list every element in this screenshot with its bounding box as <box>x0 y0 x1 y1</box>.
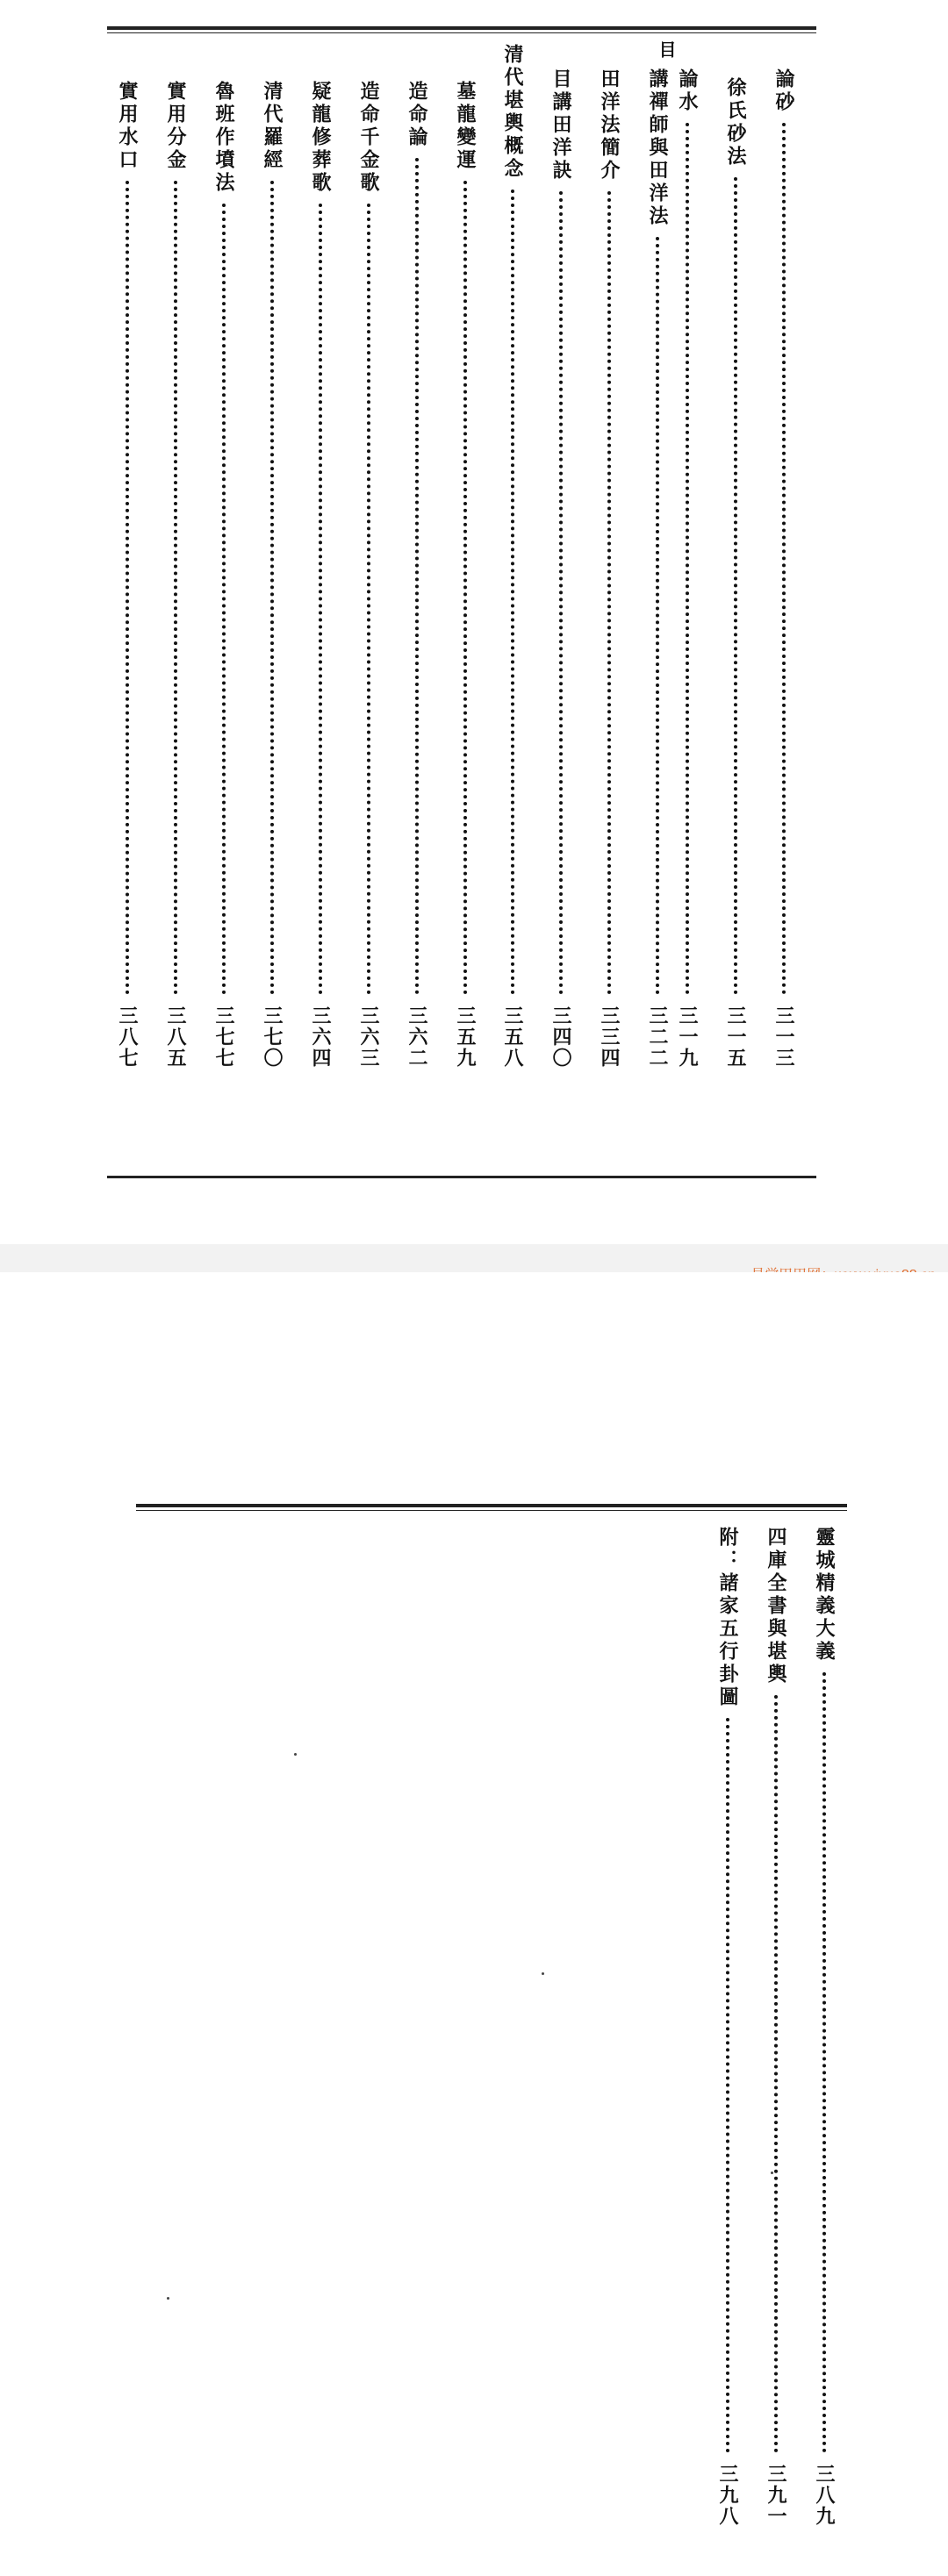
toc-entry[interactable] <box>255 81 290 1069</box>
toc-entry[interactable] <box>592 68 627 1069</box>
toc-entry[interactable] <box>303 81 338 1069</box>
scan-speck <box>167 2297 169 2300</box>
toc-entry-page: 三六二 <box>406 1005 428 1069</box>
dot-leader <box>822 1672 826 2453</box>
toc-entry[interactable] <box>766 68 801 1069</box>
toc-entry-page: 三六三 <box>357 1005 380 1069</box>
toc-entry-title: 實用分金 <box>164 81 187 172</box>
dot-leader <box>126 181 129 995</box>
top-rule-thin <box>136 1510 847 1511</box>
toc-entry-title: 魯班作墳法 <box>212 81 235 195</box>
toc-entry-page: 三七七 <box>212 1005 235 1069</box>
toc-entry-page: 三六四 <box>309 1005 332 1069</box>
toc-entry[interactable] <box>758 1527 794 2527</box>
toc-entry[interactable] <box>640 68 675 1069</box>
toc-entry-title: 實用水口 <box>116 81 139 172</box>
toc-entry[interactable] <box>718 77 753 1069</box>
toc-entry[interactable] <box>495 44 530 1069</box>
dot-leader <box>367 204 370 995</box>
toc-entry-title: 清代堪輿概念 <box>501 44 524 181</box>
dot-leader <box>774 1695 778 2453</box>
toc-entry-title: 徐氏砂法 <box>724 77 747 168</box>
toc-entry-page: 三九一 <box>765 2464 787 2527</box>
toc-entry-title: 目講田洋訣 <box>549 68 572 182</box>
toc-entry-page: 三七〇 <box>261 1005 284 1069</box>
toc-entry-title: 造命千金歌 <box>357 81 380 195</box>
toc-entry-title: 附：諸家五行卦圖 <box>716 1527 739 1709</box>
top-rule-thick <box>136 1504 847 1507</box>
toc-entry-page: 三五八 <box>501 1005 524 1069</box>
dot-leader <box>607 191 611 995</box>
toc-entry-prefix: 目 <box>656 40 677 58</box>
dot-leader <box>726 1718 729 2453</box>
toc-page-2 <box>0 1272 948 2576</box>
toc-entry[interactable] <box>448 81 483 1069</box>
toc-entry[interactable] <box>110 81 145 1069</box>
dot-leader <box>782 123 786 995</box>
dot-leader <box>174 181 177 995</box>
toc-entry-title: 田洋法簡介 <box>598 68 621 182</box>
dot-leader <box>270 181 274 995</box>
dot-leader <box>559 191 563 995</box>
toc-entry-page: 三九八 <box>716 2464 739 2527</box>
toc-entry-page: 三一三 <box>772 1005 795 1069</box>
toc-entry-page: 三八七 <box>116 1005 139 1069</box>
toc-entry-title: 墓龍變運 <box>454 81 477 172</box>
top-rule-thick <box>107 26 816 30</box>
toc-entry-page: 三二二 <box>646 1005 669 1069</box>
toc-page-1 <box>0 0 948 1244</box>
toc-entry-title: 論水 <box>676 68 699 114</box>
dot-leader <box>415 158 419 995</box>
toc-entry-page: 三一九 <box>676 1005 699 1069</box>
scan-speck <box>542 1972 544 1975</box>
toc-entry-title: 講禪師與田洋法 <box>646 68 669 228</box>
dot-leader <box>656 237 659 995</box>
dot-leader <box>222 204 226 995</box>
dot-leader <box>319 204 322 995</box>
toc-entry-title: 四庫全書與堪輿 <box>765 1527 787 1686</box>
toc-entry[interactable] <box>543 68 578 1069</box>
toc-entry[interactable] <box>670 68 705 1069</box>
toc-entry-title: 疑龍修葬歌 <box>309 81 332 195</box>
scan-speck <box>771 2172 773 2174</box>
toc-entry[interactable] <box>206 81 241 1069</box>
scan-speck <box>294 1753 297 1756</box>
toc-entry-page: 三五九 <box>454 1005 477 1069</box>
toc-entry-page: 三八五 <box>164 1005 187 1069</box>
toc-entry[interactable] <box>710 1527 745 2527</box>
toc-entry-title: 論砂 <box>772 68 795 114</box>
toc-entry[interactable] <box>807 1527 842 2527</box>
dot-leader <box>511 190 514 995</box>
toc-entry-page: 三四〇 <box>549 1005 572 1069</box>
dot-leader <box>686 123 689 995</box>
toc-entry-title: 造命論 <box>406 81 428 149</box>
bottom-rule <box>107 1176 816 1178</box>
toc-entry[interactable] <box>158 81 193 1069</box>
dot-leader <box>463 181 467 995</box>
toc-entry[interactable] <box>399 81 434 1069</box>
toc-entry-title: 清代羅經 <box>261 81 284 172</box>
toc-entry[interactable] <box>351 81 386 1069</box>
toc-entry-title: 靈城精義大義 <box>813 1527 836 1664</box>
toc-entry-page: 三八九 <box>813 2464 836 2527</box>
toc-entry-page: 三三四 <box>598 1005 621 1069</box>
dot-leader <box>734 177 737 995</box>
top-rule-thin <box>107 32 816 33</box>
toc-entry-page: 三一五 <box>724 1005 747 1069</box>
